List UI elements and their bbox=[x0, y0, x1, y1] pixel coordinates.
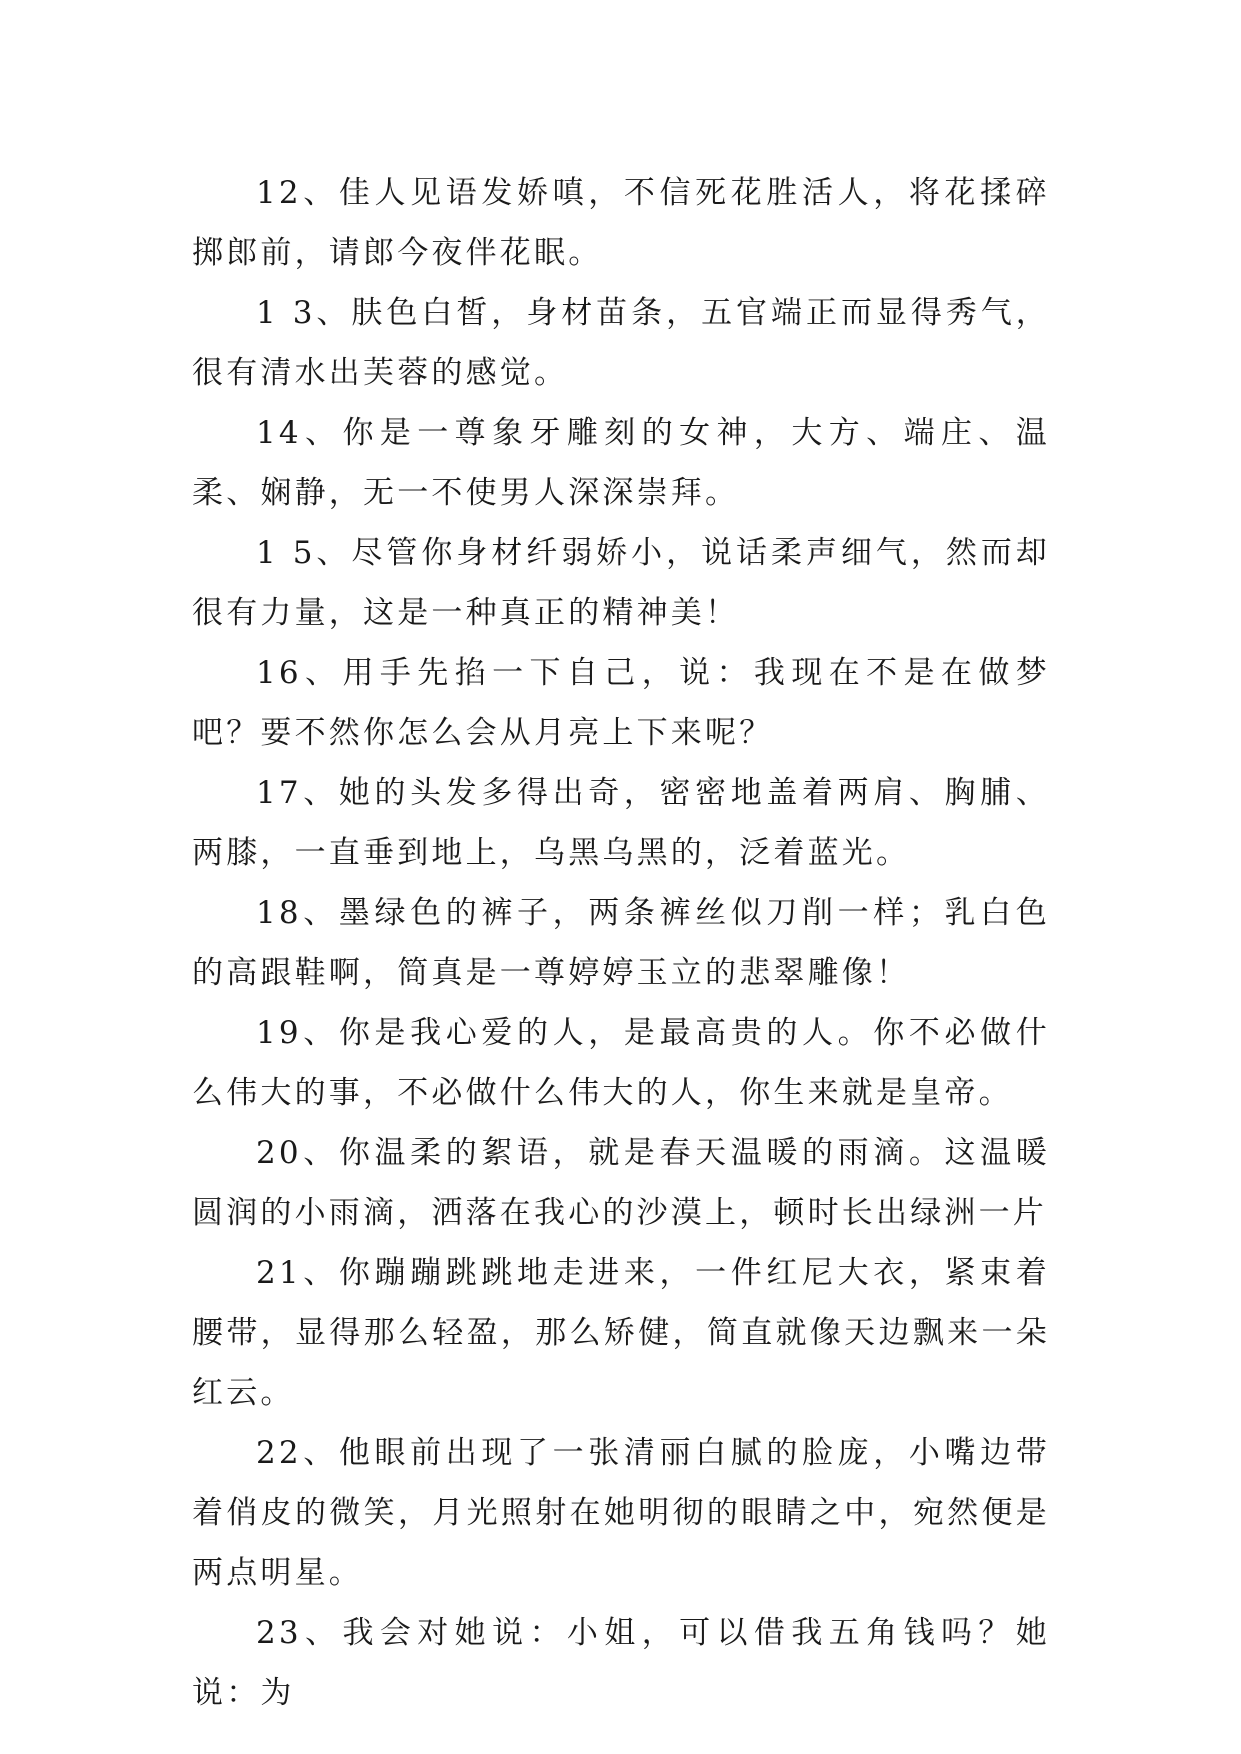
paragraph-15: 1 5、尽管你身材纤弱娇小，说话柔声细气，然而却很有力量，这是一种真正的精神美！ bbox=[192, 535, 1050, 631]
paragraph-20: 20、你温柔的絮语，就是春天温暖的雨滴。这温暖圆润的小雨滴，洒落在我心的沙漠上，顿时长出绿洲一片 bbox=[192, 1135, 1050, 1231]
paragraph-16: 16、用手先掐一下自己，说：我现在不是在做梦吧？要不然你怎么会从月亮上下来呢？ bbox=[192, 655, 1050, 751]
paragraph-21: 21、你蹦蹦跳跳地走进来，一件红尼大衣，紧束着腰带，显得那么轻盈，那么矫健，简直就像天边飘来一朵红云。 bbox=[192, 1255, 1050, 1411]
paragraph-13: 1 3、肤色白皙，身材苗条，五官端正而显得秀气，很有清水出芙蓉的感觉。 bbox=[192, 295, 1050, 391]
paragraph-17: 17、她的头发多得出奇，密密地盖着两肩、胸脯、两膝，一直垂到地上，乌黑乌黑的，泛着蓝光。 bbox=[192, 775, 1050, 871]
paragraph-12: 12、佳人见语发娇嗔，不信死花胜活人，将花揉碎掷郎前，请郎今夜伴花眠。 bbox=[192, 175, 1050, 271]
paragraph-14: 14、你是一尊象牙雕刻的女神，大方、端庄、温柔、娴静，无一不使男人深深崇拜。 bbox=[192, 415, 1050, 511]
paragraph-19: 19、你是我心爱的人，是最高贵的人。你不必做什么伟大的事，不必做什么伟大的人，你生来就是皇帝。 bbox=[192, 1015, 1050, 1111]
paragraph-18: 18、墨绿色的裤子，两条裤丝似刀削一样；乳白色的高跟鞋啊，简真是一尊婷婷玉立的悲翠雕像！ bbox=[192, 895, 1050, 991]
paragraph-22: 22、他眼前出现了一张清丽白腻的脸庞，小嘴边带着俏皮的微笑，月光照射在她明彻的眼睛之中，宛然便是两点明星。 bbox=[192, 1435, 1050, 1591]
paragraph-23: 23、我会对她说：小姐，可以借我五角钱吗？她说：为 bbox=[192, 1615, 1050, 1711]
document-body bbox=[192, 163, 1050, 1723]
